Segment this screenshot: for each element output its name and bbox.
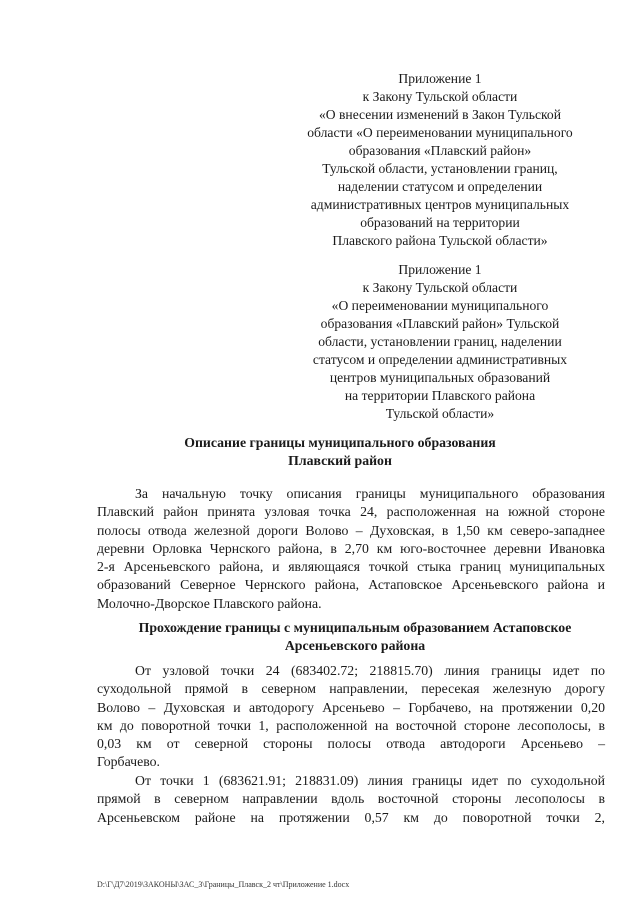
paragraph-line: суходольной прямой в северном направлении, пересекая железную дорогу [97, 681, 605, 697]
paragraph-line: прямой в северном направлении вдоль восточной стороны лесополосы в [97, 791, 605, 807]
paragraph-line: Горбачево. [97, 754, 160, 770]
appendix-line: статусом и определении административных [312, 352, 568, 367]
appendix-line: образования «Плавский район» [348, 143, 532, 158]
paragraph-point-1 [97, 772, 605, 827]
title-line: Описание границы муниципального образования [184, 435, 496, 450]
appendix-line: к Закону Тульской области [362, 89, 518, 104]
appendix-header-original [270, 261, 610, 423]
appendix-line: области «О переименовании муниципального [307, 125, 573, 140]
paragraph-line: образований Северное Чернского района, Астаповское Арсеньевского района и [97, 577, 605, 593]
appendix-line: «О внесении изменений в Закон Тульской [318, 107, 562, 122]
paragraph-line: км до поворотной точки 1, расположенной на восточной стороне лесополосы, в [97, 717, 605, 733]
appendix-line: к Закону Тульской области [362, 280, 518, 295]
paragraph-point-24 [97, 662, 605, 772]
paragraph-line: Молочно-Дворское Плавского района. [97, 595, 322, 611]
paragraph-line: 0,03 км от северной стороны полосы отвода автодороги Арсеньево – [97, 736, 605, 752]
appendix-header-current [270, 70, 610, 250]
appendix-line: Приложение 1 [398, 71, 482, 86]
appendix-line: образования «Плавский район» Тульской [320, 316, 560, 331]
paragraph-line: Арсеньевском районе на протяжении 0,57 км до поворотной точки 2, [97, 809, 605, 825]
paragraph-line: За начальную точку описания границы муниципального образования [135, 486, 605, 501]
section-heading [105, 619, 605, 655]
document-title [90, 434, 590, 470]
appendix-line: центров муниципальных образований [329, 370, 551, 385]
title-line: Плавский район [288, 453, 392, 468]
appendix-line: образований на территории [360, 215, 520, 230]
paragraph-line: От точки 1 (683621.91; 218831.09) линия границы идет по суходольной [135, 773, 605, 788]
appendix-line: Плавского района Тульской области» [332, 233, 548, 248]
appendix-line: Тульской области» [385, 406, 495, 421]
appendix-line: на территории Плавского района [344, 388, 536, 403]
file-path-footer: D:\Г\Д7\2019\ЗАКОНЫ\ЗАС_3\Границы_Плавск_2 чт\Приложение 1.docx [97, 880, 350, 889]
appendix-line: административных центров муниципальных [310, 197, 570, 212]
section-heading-line: Арсеньевского района [284, 638, 426, 653]
intro-paragraph [97, 485, 605, 613]
section-heading-line: Прохождение границы с муниципальным образованием Астаповское [138, 620, 572, 635]
paragraph-line: От узловой точки 24 (683402.72; 218815.70) линия границы идет по [135, 663, 605, 678]
paragraph-line: 2-я Арсеньевского района, и являющаяся точкой стыка границ муниципальных [97, 559, 605, 575]
appendix-line: Тульской области, установлении границ, [322, 161, 558, 176]
appendix-line: наделении статусом и определении [337, 179, 543, 194]
appendix-line: «О переименовании муниципального [331, 298, 549, 313]
appendix-line: области, установлении границ, наделении [318, 334, 562, 349]
paragraph-line: полосы отвода железной дороги Волово – Духовская, в 1,50 км северо-западнее [97, 522, 605, 538]
paragraph-line: Плавский район принята узловая точка 24, расположенная на южной стороне [97, 504, 605, 520]
paragraph-line: Волово – Духовская и автодорогу Арсеньево – Горбачево, на протяжении 0,20 [97, 699, 605, 715]
appendix-line: Приложение 1 [398, 262, 482, 277]
paragraph-line: деревни Орловка Чернского района, в 2,70 км юго-восточнее деревни Ивановка [97, 540, 605, 556]
